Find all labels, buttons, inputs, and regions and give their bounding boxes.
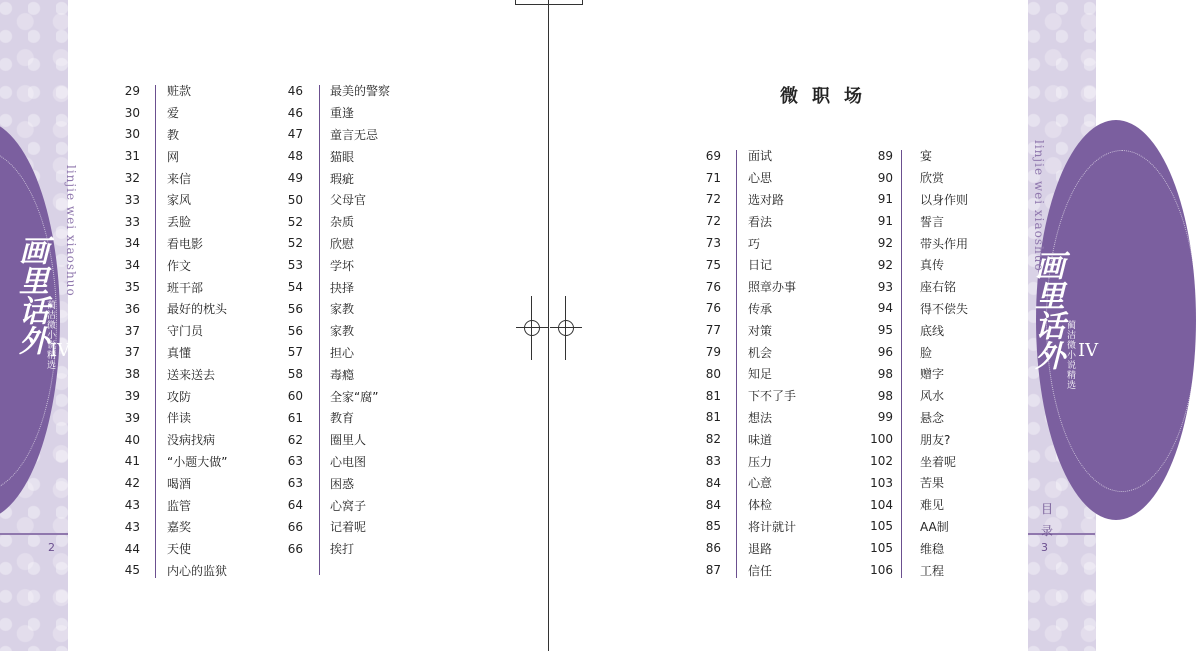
toc-page-number: 105 bbox=[870, 541, 893, 556]
toc-title: 赃款 bbox=[167, 84, 192, 99]
toc-entry[interactable] bbox=[681, 428, 796, 450]
toc-page-number: 44 bbox=[124, 541, 140, 556]
toc-page-number: 32 bbox=[124, 171, 140, 186]
toc-title: 坐着呢 bbox=[920, 454, 957, 469]
toc-title: 猫眼 bbox=[330, 149, 355, 164]
series-subtitle: 蔺洁微小说精选 bbox=[1065, 320, 1075, 390]
toc-entry[interactable] bbox=[853, 276, 968, 298]
toc-page-number: 62 bbox=[287, 432, 303, 447]
toc-title: 真传 bbox=[920, 258, 945, 273]
toc-title: 重逢 bbox=[330, 106, 355, 121]
toc-title: 毒瘾 bbox=[330, 367, 355, 382]
toc-page-number: 34 bbox=[124, 236, 140, 251]
toc-entry[interactable] bbox=[853, 232, 968, 254]
toc-title: 挨打 bbox=[330, 542, 355, 557]
toc-entry[interactable] bbox=[681, 450, 796, 472]
toc-title: 看电影 bbox=[167, 236, 204, 251]
toc-title: 赠字 bbox=[920, 367, 945, 382]
toc-title: 信任 bbox=[748, 563, 773, 578]
toc-page-number: 69 bbox=[705, 148, 721, 163]
toc-entry[interactable] bbox=[100, 276, 227, 298]
toc-entry[interactable] bbox=[681, 341, 796, 363]
toc-title: 担心 bbox=[330, 345, 355, 360]
toc-page-number: 84 bbox=[705, 497, 721, 512]
toc-page-number: 54 bbox=[287, 280, 303, 295]
toc-entry[interactable] bbox=[853, 341, 968, 363]
toc-page-number: 80 bbox=[705, 366, 721, 381]
toc-title: 来信 bbox=[167, 171, 192, 186]
left-col1-divider bbox=[155, 85, 156, 578]
toc-title: AA制 bbox=[920, 519, 949, 534]
toc-page-number: 30 bbox=[124, 127, 140, 142]
series-pinyin: linjie wei xiaoshuo bbox=[64, 165, 78, 297]
toc-entry[interactable] bbox=[681, 298, 796, 320]
toc-title: 最美的警察 bbox=[330, 84, 391, 99]
toc-entry[interactable] bbox=[681, 210, 796, 232]
toc-title: 带头作用 bbox=[920, 236, 969, 251]
toc-entry[interactable] bbox=[263, 363, 390, 385]
toc-page-number: 66 bbox=[287, 541, 303, 556]
toc-title: 网 bbox=[167, 149, 180, 164]
toc-page-number: 36 bbox=[124, 301, 140, 316]
series-subtitle: 蔺洁微小说精选 bbox=[45, 300, 55, 370]
toc-title: 天使 bbox=[167, 542, 192, 557]
toc-title: 记着呢 bbox=[330, 520, 367, 535]
toc-entry[interactable] bbox=[100, 167, 227, 189]
toc-page-number: 39 bbox=[124, 410, 140, 425]
toc-entry[interactable] bbox=[100, 363, 227, 385]
toc-entry[interactable] bbox=[853, 167, 968, 189]
toc-page-number: 64 bbox=[287, 498, 303, 513]
toc-title: 攻防 bbox=[167, 389, 192, 404]
toc-page-number: 37 bbox=[124, 323, 140, 338]
toc-title: 悬念 bbox=[920, 410, 945, 425]
toc-page-number: 66 bbox=[287, 519, 303, 534]
toc-page-number: 56 bbox=[287, 301, 303, 316]
toc-title: 传承 bbox=[748, 301, 773, 316]
toc-entry[interactable] bbox=[853, 516, 968, 538]
toc-page-number: 29 bbox=[124, 83, 140, 98]
toc-title: 送来送去 bbox=[167, 367, 216, 382]
toc-entry[interactable] bbox=[853, 145, 968, 167]
toc-title: 看法 bbox=[748, 214, 773, 229]
toc-page-number: 105 bbox=[870, 519, 893, 534]
toc-page-number: 77 bbox=[705, 323, 721, 338]
toc-entry[interactable] bbox=[681, 363, 796, 385]
toc-title: 丢脸 bbox=[167, 215, 192, 230]
toc-title: 心意 bbox=[748, 476, 773, 491]
section-tag-char-2: 录 bbox=[1040, 524, 1053, 538]
section-tag-char-1: 目 bbox=[1040, 502, 1053, 516]
toc-entry[interactable] bbox=[263, 385, 390, 407]
toc-entry[interactable] bbox=[263, 124, 390, 146]
series-logo: 画里话外 bbox=[1029, 250, 1064, 370]
toc-page-number: 61 bbox=[287, 410, 303, 425]
toc-page-number: 34 bbox=[124, 258, 140, 273]
toc-entry[interactable] bbox=[263, 102, 390, 124]
toc-title: 教 bbox=[167, 127, 180, 142]
toc-title: 心思 bbox=[748, 171, 773, 186]
toc-page-number: 76 bbox=[705, 279, 721, 294]
toc-entry[interactable] bbox=[100, 407, 227, 429]
spine-tab-mark bbox=[515, 0, 583, 5]
left-page-number: 2 bbox=[48, 541, 55, 554]
toc-entry[interactable] bbox=[263, 254, 390, 276]
toc-title: 底线 bbox=[920, 323, 945, 338]
toc-title: 困惑 bbox=[330, 476, 355, 491]
toc-page-number: 95 bbox=[877, 323, 893, 338]
series-logo: 画里话外 bbox=[13, 235, 48, 355]
toc-title: 最好的枕头 bbox=[167, 302, 228, 317]
toc-page-number: 81 bbox=[705, 410, 721, 425]
toc-page-number: 52 bbox=[287, 236, 303, 251]
toc-title: 朋友? bbox=[920, 432, 951, 447]
toc-page-number: 87 bbox=[705, 563, 721, 578]
toc-entry[interactable] bbox=[263, 211, 390, 233]
left-page-rule bbox=[0, 533, 68, 535]
toc-page-number: 96 bbox=[877, 345, 893, 360]
toc-entry[interactable] bbox=[263, 342, 390, 364]
toc-title: 学坏 bbox=[330, 258, 355, 273]
right-col1-divider bbox=[736, 150, 737, 578]
toc-title: 下不了手 bbox=[748, 389, 797, 404]
toc-entry[interactable] bbox=[681, 559, 796, 581]
toc-entry[interactable] bbox=[100, 320, 227, 342]
toc-entry[interactable] bbox=[853, 189, 968, 211]
toc-page-number: 98 bbox=[877, 366, 893, 381]
toc-page-number: 103 bbox=[870, 475, 893, 490]
toc-title: 作文 bbox=[167, 258, 192, 273]
toc-entry[interactable] bbox=[263, 407, 390, 429]
toc-title: 家教 bbox=[330, 324, 355, 339]
toc-title: 苦果 bbox=[920, 476, 945, 491]
toc-page-number: 92 bbox=[877, 236, 893, 251]
toc-title: 将计就计 bbox=[748, 519, 797, 534]
toc-entry[interactable] bbox=[681, 494, 796, 516]
toc-entry[interactable] bbox=[681, 385, 796, 407]
toc-page-number: 73 bbox=[705, 236, 721, 251]
toc-title: 嘉奖 bbox=[167, 520, 192, 535]
toc-page-number: 33 bbox=[124, 192, 140, 207]
toc-page-number: 99 bbox=[877, 410, 893, 425]
toc-entry[interactable] bbox=[263, 429, 390, 451]
toc-title: 味道 bbox=[748, 432, 773, 447]
toc-title: 爱 bbox=[167, 106, 180, 121]
toc-page-number: 57 bbox=[287, 345, 303, 360]
toc-section-tag bbox=[1040, 498, 1054, 542]
toc-page-number: 43 bbox=[124, 519, 140, 534]
toc-entry[interactable] bbox=[100, 298, 227, 320]
toc-entry[interactable] bbox=[100, 560, 227, 582]
toc-entry[interactable] bbox=[853, 363, 968, 385]
series-pinyin: linjie wei xiaoshuo bbox=[1032, 140, 1046, 272]
right-col2-divider bbox=[901, 150, 902, 578]
toc-title: 教育 bbox=[330, 411, 355, 426]
toc-title: 父母官 bbox=[330, 193, 367, 208]
toc-page-number: 31 bbox=[124, 149, 140, 164]
toc-page-number: 72 bbox=[705, 192, 721, 207]
right-toc-column-1 bbox=[681, 145, 796, 581]
toc-entry[interactable] bbox=[100, 80, 227, 102]
toc-title: 得不偿失 bbox=[920, 301, 969, 316]
toc-page-number: 37 bbox=[124, 345, 140, 360]
toc-page-number: 39 bbox=[124, 389, 140, 404]
left-col2-divider bbox=[319, 85, 320, 575]
toc-entry[interactable] bbox=[100, 385, 227, 407]
toc-title: 监管 bbox=[167, 498, 192, 513]
toc-page-number: 45 bbox=[124, 563, 140, 578]
toc-entry[interactable] bbox=[100, 472, 227, 494]
toc-title: 誓言 bbox=[920, 214, 945, 229]
toc-entry[interactable] bbox=[853, 298, 968, 320]
toc-title: 脸 bbox=[920, 345, 933, 360]
section-heading: 微职场 bbox=[780, 86, 876, 107]
toc-title: 宴 bbox=[920, 149, 933, 164]
toc-entry[interactable] bbox=[100, 538, 227, 560]
toc-title: 内心的监狱 bbox=[167, 563, 228, 578]
toc-title: 圈里人 bbox=[330, 433, 367, 448]
toc-title: 工程 bbox=[920, 563, 945, 578]
toc-entry[interactable] bbox=[853, 537, 968, 559]
toc-page-number: 72 bbox=[705, 214, 721, 229]
toc-entry[interactable] bbox=[100, 189, 227, 211]
registration-mark-left bbox=[516, 296, 548, 360]
toc-page-number: 56 bbox=[287, 323, 303, 338]
toc-title: 家风 bbox=[167, 193, 192, 208]
toc-page-number: 106 bbox=[870, 563, 893, 578]
toc-title: 座右铭 bbox=[920, 280, 957, 295]
toc-entry[interactable] bbox=[681, 167, 796, 189]
toc-page-number: 104 bbox=[870, 497, 893, 512]
toc-title: 面试 bbox=[748, 149, 773, 164]
toc-entry[interactable] bbox=[853, 385, 968, 407]
right-toc-column-2 bbox=[853, 145, 968, 581]
toc-entry[interactable] bbox=[681, 407, 796, 429]
toc-page-number: 58 bbox=[287, 367, 303, 382]
toc-entry[interactable] bbox=[681, 319, 796, 341]
toc-entry[interactable] bbox=[263, 538, 390, 560]
toc-page-number: 82 bbox=[705, 432, 721, 447]
toc-page-number: 85 bbox=[705, 519, 721, 534]
toc-title: 日记 bbox=[748, 258, 773, 273]
left-margin-band bbox=[0, 0, 78, 651]
toc-title: “小题大做” bbox=[167, 454, 228, 469]
toc-title: 难见 bbox=[920, 498, 945, 513]
toc-page-number: 81 bbox=[705, 388, 721, 403]
toc-entry[interactable] bbox=[100, 451, 227, 473]
book-spine bbox=[548, 0, 549, 651]
toc-entry[interactable] bbox=[853, 210, 968, 232]
toc-entry[interactable] bbox=[100, 516, 227, 538]
toc-entry[interactable] bbox=[853, 494, 968, 516]
toc-page-number: 48 bbox=[287, 149, 303, 164]
toc-title: 没病找病 bbox=[167, 433, 216, 448]
toc-entry[interactable] bbox=[100, 124, 227, 146]
toc-entry[interactable] bbox=[263, 516, 390, 538]
series-volume: IV bbox=[1078, 340, 1099, 361]
toc-title: 伴读 bbox=[167, 411, 192, 426]
toc-entry[interactable] bbox=[263, 80, 390, 102]
toc-page-number: 75 bbox=[705, 257, 721, 272]
toc-page-number: 86 bbox=[705, 541, 721, 556]
toc-page-number: 49 bbox=[287, 171, 303, 186]
toc-entry[interactable] bbox=[853, 428, 968, 450]
toc-title: 退路 bbox=[748, 541, 773, 556]
left-toc-column-2 bbox=[263, 80, 390, 560]
toc-page-number: 94 bbox=[877, 301, 893, 316]
toc-entry[interactable] bbox=[263, 320, 390, 342]
toc-title: 童言无忌 bbox=[330, 127, 379, 142]
toc-title: 选对路 bbox=[748, 192, 785, 207]
toc-title: 知足 bbox=[748, 367, 773, 382]
toc-page-number: 50 bbox=[287, 192, 303, 207]
toc-page-number: 84 bbox=[705, 475, 721, 490]
right-page-rule bbox=[1028, 533, 1095, 535]
toc-title: 心电图 bbox=[330, 454, 367, 469]
toc-page-number: 60 bbox=[287, 389, 303, 404]
toc-entry[interactable] bbox=[100, 494, 227, 516]
toc-page-number: 30 bbox=[124, 105, 140, 120]
toc-entry[interactable] bbox=[100, 233, 227, 255]
registration-mark-right bbox=[550, 296, 582, 360]
toc-page-number: 52 bbox=[287, 214, 303, 229]
toc-page-number: 90 bbox=[877, 170, 893, 185]
toc-page-number: 100 bbox=[870, 432, 893, 447]
toc-entry[interactable] bbox=[853, 450, 968, 472]
toc-title: 瑕疵 bbox=[330, 171, 355, 186]
toc-title: 对策 bbox=[748, 323, 773, 338]
toc-title: 照章办事 bbox=[748, 280, 797, 295]
toc-title: 想法 bbox=[748, 410, 773, 425]
toc-entry[interactable] bbox=[853, 472, 968, 494]
toc-entry[interactable] bbox=[263, 145, 390, 167]
toc-page-number: 79 bbox=[705, 345, 721, 360]
toc-title: 体检 bbox=[748, 498, 773, 513]
toc-title: 压力 bbox=[748, 454, 773, 469]
toc-page-number: 40 bbox=[124, 432, 140, 447]
toc-title: 心窝子 bbox=[330, 498, 367, 513]
toc-page-number: 98 bbox=[877, 388, 893, 403]
toc-page-number: 47 bbox=[287, 127, 303, 142]
left-toc-column-1 bbox=[100, 80, 227, 581]
toc-entry[interactable] bbox=[263, 494, 390, 516]
toc-entry[interactable] bbox=[681, 276, 796, 298]
toc-entry[interactable] bbox=[100, 429, 227, 451]
toc-page-number: 76 bbox=[705, 301, 721, 316]
toc-entry[interactable] bbox=[853, 407, 968, 429]
toc-entry[interactable] bbox=[100, 342, 227, 364]
toc-entry[interactable] bbox=[263, 167, 390, 189]
toc-title: 欣慰 bbox=[330, 236, 355, 251]
toc-title: 家教 bbox=[330, 302, 355, 317]
toc-entry[interactable] bbox=[681, 232, 796, 254]
toc-title: 风水 bbox=[920, 389, 945, 404]
toc-page-number: 89 bbox=[877, 148, 893, 163]
toc-title: 喝酒 bbox=[167, 476, 192, 491]
toc-page-number: 38 bbox=[124, 367, 140, 382]
toc-title: 班干部 bbox=[167, 280, 204, 295]
toc-entry[interactable] bbox=[681, 254, 796, 276]
toc-title: 守门员 bbox=[167, 324, 204, 339]
toc-entry[interactable] bbox=[681, 516, 796, 538]
toc-entry[interactable] bbox=[853, 319, 968, 341]
right-page-number: 3 bbox=[1041, 541, 1048, 554]
toc-entry[interactable] bbox=[853, 254, 968, 276]
toc-entry[interactable] bbox=[263, 472, 390, 494]
toc-title: 以身作则 bbox=[920, 192, 969, 207]
toc-page-number: 33 bbox=[124, 214, 140, 229]
toc-page-number: 63 bbox=[287, 476, 303, 491]
toc-page-number: 92 bbox=[877, 257, 893, 272]
toc-title: 欣赏 bbox=[920, 171, 945, 186]
toc-page-number: 93 bbox=[877, 279, 893, 294]
toc-entry[interactable] bbox=[263, 276, 390, 298]
toc-page-number: 43 bbox=[124, 498, 140, 513]
toc-page-number: 91 bbox=[877, 192, 893, 207]
toc-page-number: 71 bbox=[705, 170, 721, 185]
toc-page-number: 35 bbox=[124, 280, 140, 295]
toc-entry[interactable] bbox=[263, 233, 390, 255]
toc-entry[interactable] bbox=[100, 102, 227, 124]
toc-entry[interactable] bbox=[100, 145, 227, 167]
toc-page-number: 42 bbox=[124, 476, 140, 491]
toc-page-number: 91 bbox=[877, 214, 893, 229]
toc-entry[interactable] bbox=[263, 451, 390, 473]
toc-title: 机会 bbox=[748, 345, 773, 360]
toc-title: 真懂 bbox=[167, 345, 192, 360]
series-volume: IV bbox=[50, 340, 71, 361]
toc-title: 巧 bbox=[748, 236, 761, 251]
toc-title: 抉择 bbox=[330, 280, 355, 295]
toc-title: 维稳 bbox=[920, 541, 945, 556]
right-margin-band bbox=[1028, 0, 1099, 651]
toc-page-number: 102 bbox=[870, 454, 893, 469]
toc-entry[interactable] bbox=[681, 189, 796, 211]
toc-page-number: 46 bbox=[287, 83, 303, 98]
toc-entry[interactable] bbox=[263, 298, 390, 320]
toc-entry[interactable] bbox=[681, 145, 796, 167]
toc-entry[interactable] bbox=[853, 559, 968, 581]
toc-title: 杂质 bbox=[330, 215, 355, 230]
toc-entry[interactable] bbox=[100, 254, 227, 276]
toc-page-number: 63 bbox=[287, 454, 303, 469]
toc-title: 全家“腐” bbox=[330, 389, 379, 404]
toc-entry[interactable] bbox=[681, 472, 796, 494]
toc-entry[interactable] bbox=[100, 211, 227, 233]
toc-page-number: 83 bbox=[705, 454, 721, 469]
toc-page-number: 46 bbox=[287, 105, 303, 120]
toc-entry[interactable] bbox=[681, 537, 796, 559]
toc-entry[interactable] bbox=[263, 189, 390, 211]
toc-page-number: 41 bbox=[124, 454, 140, 469]
toc-page-number: 53 bbox=[287, 258, 303, 273]
